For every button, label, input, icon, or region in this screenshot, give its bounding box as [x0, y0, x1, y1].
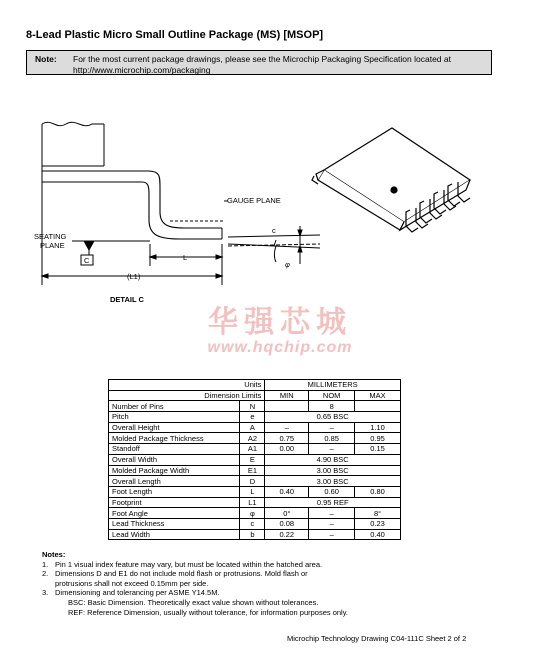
- param-name: Molded Package Width: [109, 465, 240, 476]
- dimensions-table: [108, 379, 401, 540]
- dim-c-label: c: [272, 226, 276, 235]
- table-row: [109, 529, 401, 540]
- param-symbol: c: [240, 518, 265, 529]
- param-name: Footprint: [109, 497, 240, 508]
- notes-heading: Notes:: [42, 550, 66, 559]
- limits-label: Dimension Limits: [109, 390, 265, 401]
- table-row: [109, 422, 401, 433]
- param-symbol: E: [240, 454, 265, 465]
- datum-c-label: C: [84, 256, 90, 265]
- param-max: 0.95: [355, 433, 401, 444]
- param-name: Overall Width: [109, 454, 240, 465]
- param-symbol: D: [240, 476, 265, 487]
- table-row: [109, 401, 401, 412]
- param-name: Foot Angle: [109, 508, 240, 519]
- param-name: Molded Package Thickness: [109, 433, 240, 444]
- param-nom: 8: [309, 401, 355, 412]
- table-row: [109, 518, 401, 529]
- plane-label: PLANE: [40, 241, 65, 250]
- param-nom: –: [309, 529, 355, 540]
- table-header-limits: [109, 390, 401, 401]
- param-min: 0.08: [265, 518, 309, 529]
- param-min: 0°: [265, 508, 309, 519]
- watermark: [190, 297, 370, 357]
- watermark-url: www.hqchip.com: [207, 339, 353, 356]
- param-nom: –: [309, 444, 355, 455]
- param-name: Number of Pins: [109, 401, 240, 412]
- param-symbol: φ: [240, 508, 265, 519]
- drawing-footer: Microchip Technology Drawing C04-111C Sheet 2 of 2: [287, 634, 467, 643]
- note-bsc: BSC: Basic Dimension. Theoretically exact value shown without tolerances.: [68, 597, 319, 607]
- param-max: 0.23: [355, 518, 401, 529]
- param-max: 1.10: [355, 422, 401, 433]
- param-symbol: A2: [240, 433, 265, 444]
- param-symbol: b: [240, 529, 265, 540]
- detail-c-drawing: [0, 0, 553, 310]
- phi-label: φ: [285, 260, 290, 269]
- param-max: [355, 401, 401, 412]
- note-text: For the most current package drawings, please see the Microchip Packaging Specification located at: [73, 54, 451, 64]
- param-symbol: E1: [240, 465, 265, 476]
- param-nom: –: [309, 508, 355, 519]
- table-row: [109, 497, 401, 508]
- param-name: Overall Length: [109, 476, 240, 487]
- param-min: 0.22: [265, 529, 309, 540]
- dim-l1-label: (L1): [127, 272, 141, 281]
- dim-l-label: L: [183, 253, 188, 262]
- table-row: [109, 476, 401, 487]
- param-symbol: L1: [240, 497, 265, 508]
- param-min: [265, 401, 309, 412]
- package-3d-icon: [312, 128, 470, 232]
- gauge-plane-label: GAUGE PLANE: [227, 196, 281, 205]
- param-symbol: L: [240, 486, 265, 497]
- param-symbol: e: [240, 412, 265, 423]
- note-ref: REF: Reference Dimension, usually without tolerance, for information purposes only.: [68, 607, 348, 617]
- param-nom: –: [309, 518, 355, 529]
- units-label: Units: [109, 380, 265, 391]
- page-title: 8-Lead Plastic Micro Small Outline Package (MS) [MSOP]: [26, 29, 324, 41]
- param-nom: –: [309, 422, 355, 433]
- param-name: Overall Height: [109, 422, 240, 433]
- note-2b: protrusions shall not exceed 0.15mm per side.: [55, 578, 209, 588]
- param-value: 3.00 BSC: [265, 476, 401, 487]
- table-row: [109, 444, 401, 455]
- param-min: –: [265, 422, 309, 433]
- param-nom: 0.85: [309, 433, 355, 444]
- packaging-link[interactable]: http://www.microchip.com/packaging: [73, 65, 211, 75]
- col-nom: NOM: [309, 390, 355, 401]
- table-row: [109, 433, 401, 444]
- param-name: Foot Length: [109, 486, 240, 497]
- param-value: 4.90 BSC: [265, 454, 401, 465]
- watermark-text: 华强芯城: [208, 305, 352, 340]
- note-label: Note:: [35, 54, 57, 64]
- param-value: 0.95 REF: [265, 497, 401, 508]
- param-name: Lead Thickness: [109, 518, 240, 529]
- col-min: MIN: [265, 390, 309, 401]
- param-max: 0.40: [355, 529, 401, 540]
- note-2a: Dimensions D and E1 do not include mold flash or protrusions. Mold flash or: [55, 569, 308, 579]
- param-nom: 0.60: [309, 486, 355, 497]
- param-symbol: A1: [240, 444, 265, 455]
- seating-label: SEATING: [34, 232, 67, 241]
- note-1: Pin 1 visual index feature may vary, but must be located within the hatched area.: [55, 559, 323, 569]
- units-value: MILLIMETERS: [265, 380, 401, 391]
- param-min: 0.40: [265, 486, 309, 497]
- table-header-units: [109, 380, 401, 391]
- param-name: Pitch: [109, 412, 240, 423]
- table-row: [109, 465, 401, 476]
- param-name: Lead Width: [109, 529, 240, 540]
- table-row: [109, 412, 401, 423]
- param-max: 8°: [355, 508, 401, 519]
- param-min: 0.75: [265, 433, 309, 444]
- param-min: 0.00: [265, 444, 309, 455]
- detail-c-label: DETAIL C: [110, 295, 144, 304]
- param-max: 0.80: [355, 486, 401, 497]
- param-symbol: N: [240, 401, 265, 412]
- param-value: 3.00 BSC: [265, 465, 401, 476]
- notes-section: Notes: 1. Pin 1 visual index feature may vary, but must be located within the hatched area. 2. Dimensions D and E1 do not include mold flash or protrusions. Mold flash or protrusions shall not exceed 0.15mm per side. 3. Dimensioning and tolerancing per ASME Y14.5M. BSC: Basic Dimension. Theoretically exact value shown without tolerances. REF: Reference Dimension, usually without tolerance, for information purposes only.: [42, 550, 348, 617]
- param-max: 0.15: [355, 444, 401, 455]
- param-symbol: A: [240, 422, 265, 433]
- param-value: 0.65 BSC: [265, 412, 401, 423]
- col-max: MAX: [355, 390, 401, 401]
- table-row: [109, 486, 401, 497]
- table-row: [109, 454, 401, 465]
- note-3: Dimensioning and tolerancing per ASME Y14.5M.: [55, 588, 220, 598]
- table-row: [109, 508, 401, 519]
- param-name: Standoff: [109, 444, 240, 455]
